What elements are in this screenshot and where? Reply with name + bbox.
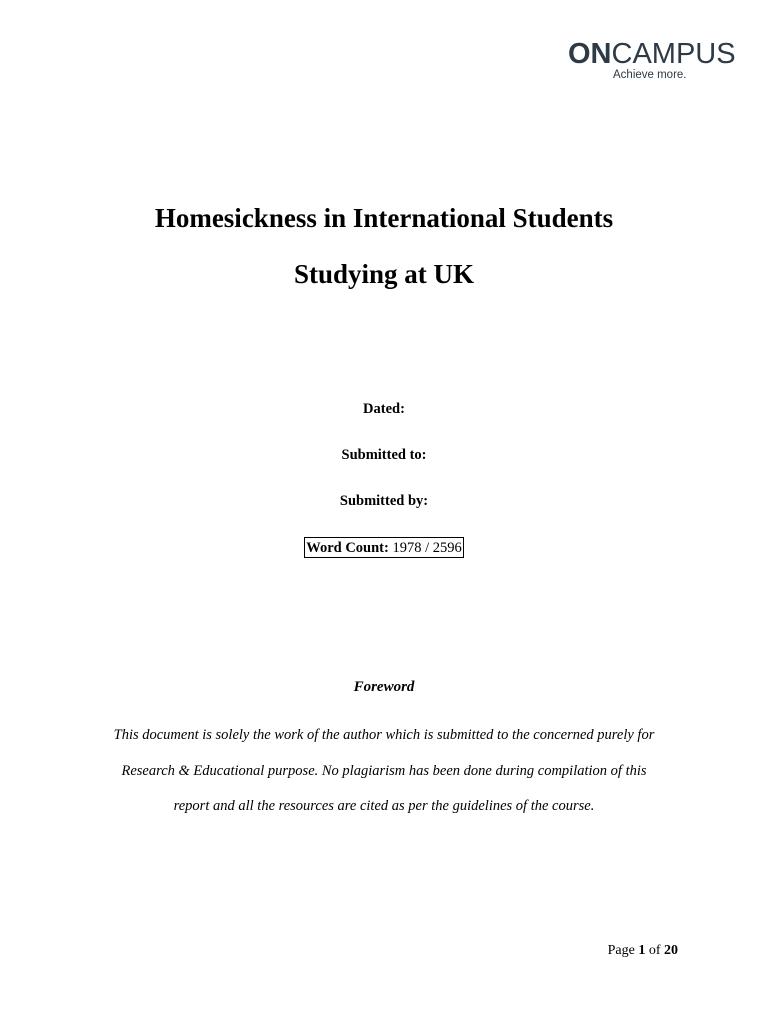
logo-brand-bold: ON xyxy=(568,38,612,70)
logo-tagline: Achieve more. xyxy=(613,69,687,81)
document-title-line-2: Studying at UK xyxy=(293,259,475,289)
word-count-value: 1978 / 2596 xyxy=(392,540,462,556)
submitted-by-label: Submitted by: xyxy=(339,493,429,509)
dated-label: Dated: xyxy=(363,401,405,417)
current-page: 1 xyxy=(638,943,646,958)
word-count-label: Word Count: xyxy=(306,540,389,556)
foreword-line: This document is solely the work of the author which is submitted to the concerned purely for xyxy=(113,727,655,743)
total-pages: 20 xyxy=(664,943,678,958)
word-count-row xyxy=(0,537,768,558)
foreword-heading: Foreword xyxy=(353,679,415,695)
document-title-line-1: Homesickness in International Students xyxy=(154,203,614,233)
page-number xyxy=(560,942,678,960)
submitted-to-label: Submitted to: xyxy=(341,447,427,463)
page-of: of xyxy=(648,943,661,958)
page-prefix: Page xyxy=(607,943,635,958)
foreword-line: report and all the resources are cited as per the guidelines of the course. xyxy=(173,798,595,814)
logo-brand-rest: CAMPUS xyxy=(611,38,736,70)
oncampus-logo xyxy=(568,38,738,84)
foreword-line: Research & Educational purpose. No plagiarism has been done during compilation of this xyxy=(121,763,647,779)
logo-wordmark xyxy=(568,38,736,70)
word-count-box xyxy=(304,537,464,558)
